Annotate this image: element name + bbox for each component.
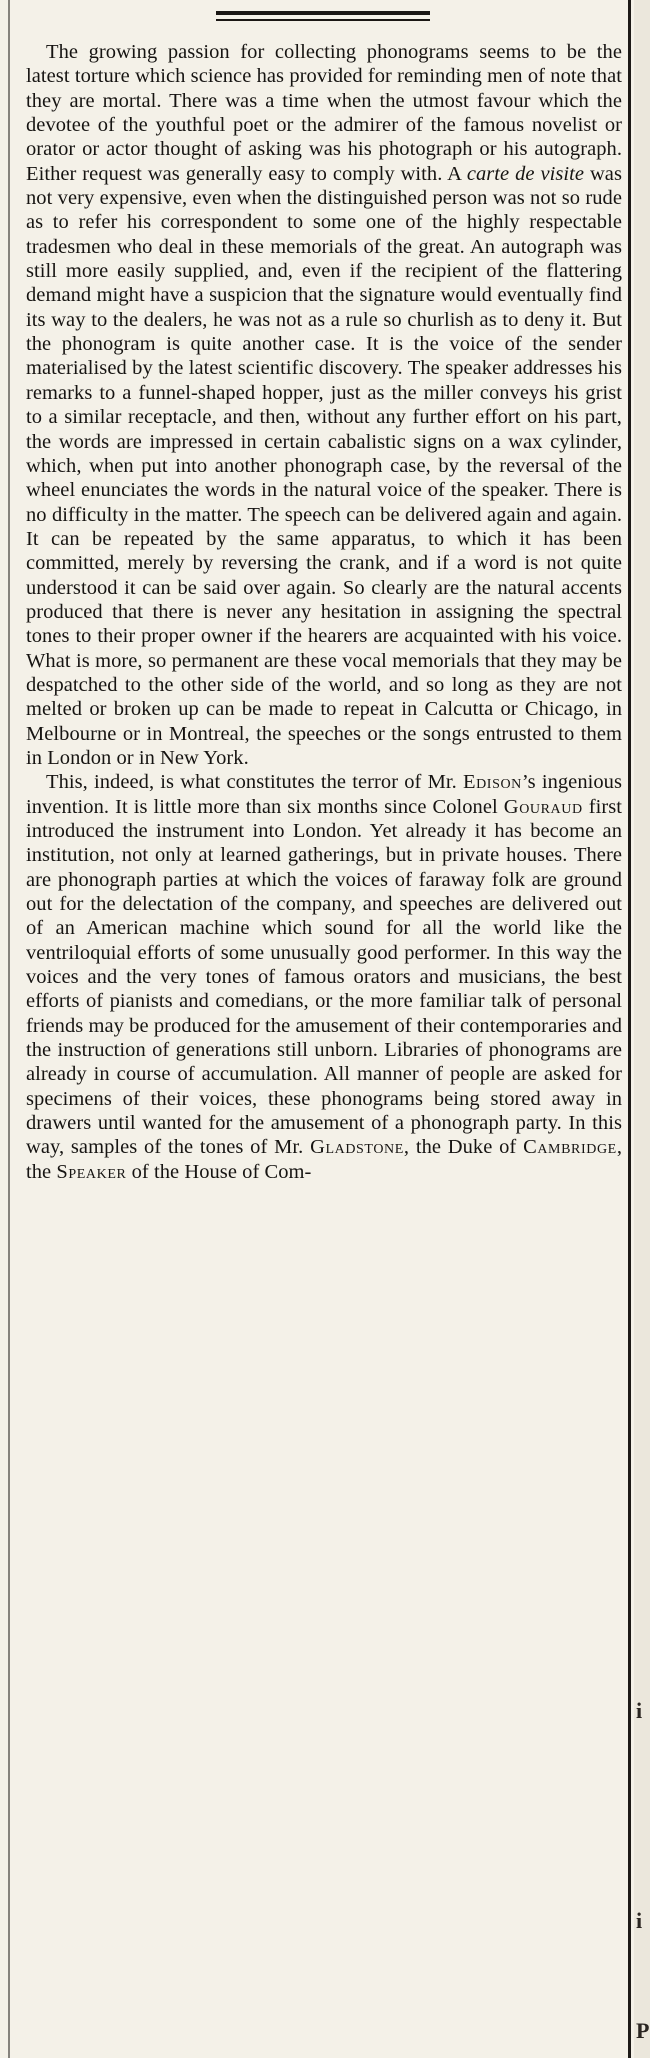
small-caps-name: Gouraud [503, 795, 583, 818]
small-caps-name: Edison [462, 771, 522, 794]
header-rule-thin [216, 19, 430, 21]
text-run: The growing passion for collecting phonograms seems to be the latest torture which science has provided for reminding men of note that they are mortal. There was a time when the utmost favour which the devotee of the youthful poet or the admirer of the famous novelist or orator or actor thought of asking was his photograph or his autograph. Either request was generally easy to comply with. A [26, 41, 622, 185]
text-run: of the House of Com- [126, 1160, 312, 1183]
margin-letter: i [636, 1698, 643, 1723]
text-run: ’s ingenious invention. It is little more than six months since Colonel [26, 771, 622, 818]
italic-text: carte de visite [466, 162, 585, 185]
header-rule-thick [216, 11, 430, 15]
text-run: This, indeed, is what constitutes the terror of Mr. [46, 771, 463, 794]
text-run: was not very expensive, even when the distinguished person was not so rude as to refer his correspondent to some one of the highly respectable tradesmen who deal in these memorials of the great. An autograph was still more easily supplied, and, even if the recipient of the flattering demand might have a suspicion that the signature would eventually find its way to the dealers, he was not as a rule so churlish as to deny it. But the phonogram is quite another case. It is the voice of the sender materialised by the latest scientific discovery. The speaker addresses his remarks to a funnel-shaped hopper, just as the miller conveys his grist to a similar receptacle, and then, without any further effort on his part, the words are impressed in certain cabalistic signs on a wax cylinder, which, when put into another phonograph case, by the reversal of the wheel enunciates the words in the natural voice of the speaker. There is no difficulty in the matter. The speech can be delivered again and again. It can be repeated by the same apparatus, to which it has been committed, merely by reversing the crank, and if a word is not quite understood it can be said over again. So clearly are the natural accents produced that there is never any hesitation in assigning the spectral tones to their proper owner if the hearers are acquainted with his voice. What is more, so permanent are these vocal memorials that they may be despatched to the other side of the world, and so long as they are not melted or broken up can be made to repeat in Calcutta or Chicago, in Melbourne or in Montreal, the speeches or the songs entrusted to them in London or in New York. [26, 162, 622, 769]
left-column-edge [8, 0, 10, 2058]
small-caps-name: Cambridge [523, 1136, 617, 1159]
adjacent-column-fragment [634, 0, 650, 2058]
article-paragraph [26, 770, 622, 1184]
text-run: , the Duke of [403, 1136, 524, 1159]
article-column [26, 40, 622, 1184]
text-run: , the [26, 1136, 622, 1183]
margin-letter: P [636, 2018, 650, 2043]
small-caps-name: Gladstone [310, 1136, 404, 1159]
small-caps-name: Speaker [56, 1160, 127, 1183]
column-rule [628, 0, 631, 2058]
text-run: first introduced the instrument into London. Yet already it has become an institution, not only at learned gatherings, but in private houses. There are phonograph parties at which the voices of faraway folk are ground out for the delectation of the company, and speeches are delivered out of an American machine which sound for all the world like the ventriloquial efforts of some unusually good performer. In this way the voices and the very tones of famous orators and musicians, the best efforts of pianists and comedians, or the more familiar talk of personal friends may be produced for the amusement of their contemporaries and the instruction of generations still unborn. Libraries of phonograms are already in course of accumulation. All manner of people are asked for specimens of their voices, these phonograms being stored away in drawers until wanted for the amusement of a phonograph party. In this way, samples of the tones of Mr. [26, 795, 623, 1159]
article-paragraph [26, 40, 622, 770]
margin-letter: i [636, 1908, 643, 1933]
